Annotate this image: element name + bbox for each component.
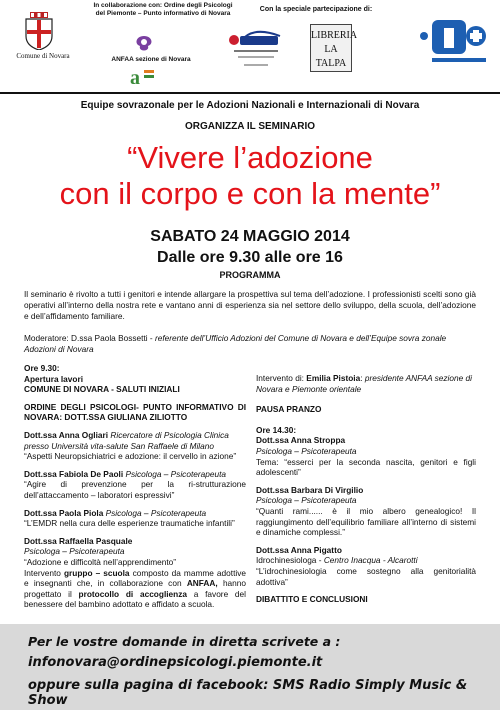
gruppo-scuola-description: Intervento gruppo – scuola composto da mamme adottive e insegnanti che, in collaborazione con ANFAA, hanno progettato il protocollo di accoglienza a favore del benessere del bambino adottato e affidato a scuola. — [24, 567, 247, 610]
speaker-name: Dott.ssa Anna Stroppa — [256, 435, 346, 446]
equipe-heading: Equipe sovrazonale per le Adozioni Nazionali e Internazionali di Novara — [80, 100, 420, 111]
talk-title: “L’EMDR nella cura delle esperienze traumatiche infantili” — [24, 518, 235, 529]
footer-question-line: Per le vostre domande in diretta scrivete a : — [28, 634, 341, 649]
talk-title: “Aspetti Neuropsichiatrici e adozione: il cervello in azione” — [24, 451, 237, 462]
speaker-role: Psicologa – Psicoterapeuta — [256, 445, 357, 456]
programma-heading: PROGRAMMA — [219, 270, 281, 280]
ordine-psicologi-intervento: ORDINE DEGLI PSICOLOGI- PUNTO INFORMATIVO DI NOVARA: DOTT.SSA GIULIANA ZILIOTTO — [24, 401, 246, 423]
talk-title: “Quanti rami...... è il mio albero genealogico! Il raggiungimento dell’equilibrio familiare all’interno di sistemi e dinamiche complessi.” — [256, 505, 476, 538]
speaker-role: Psicologa – Psicoterapeuta — [24, 546, 125, 557]
speaker-name: Dott.ssa Anna Ogliari — [24, 429, 109, 440]
libreria-la-talpa-logo: LIBRERIA LA TALPA — [310, 24, 352, 72]
sms-radio-logo-icon — [224, 26, 288, 72]
moderatore-role: referente dell’Ufficio Adozioni del Comune di Novara e dell’Equipe sovra zonale Adozioni di Novara — [24, 333, 447, 354]
event-date: SABATO 24 MAGGIO 2014 — [150, 228, 350, 245]
seminar-title-line2: con il corpo e con la mente” — [59, 176, 441, 211]
talk-title: “Adozione e difficoltà nell’apprendimento” — [24, 556, 177, 567]
apertura-lavori: Apertura lavori — [24, 373, 84, 384]
ore-afternoon: Ore 14.30: — [256, 424, 297, 435]
ore-morning: Ore 9.30: — [24, 363, 60, 373]
talk-title: Tema: “esserci per la seconda nascita, genitori e figli adolescenti” — [256, 456, 476, 478]
program-left-column — [24, 363, 246, 617]
seminar-title-line1: “Vivere l’adozione — [127, 140, 373, 175]
organizza-heading: ORGANIZZA IL SEMINARIO — [185, 121, 315, 132]
speaker-role: Psicologa – Psicoterapeuta — [256, 495, 357, 506]
anfaa-label: ANFAA sezione di Novara — [111, 56, 191, 63]
novara-hub-logo-icon — [414, 14, 490, 68]
moderatore-line — [24, 333, 476, 355]
dibattito-conclusioni: DIBATTITO E CONCLUSIONI — [256, 594, 368, 605]
speaker-name: Dott.ssa Barbara Di Virgilio — [256, 484, 364, 495]
intro-paragraph: Il seminario è rivolto a tutti i genitori e intende allargare la prospettiva sul tema dell’adozione. I professionisti scelti sono già operativi all’interno della nostra rete e vantano anni di esperienza sia nel settore dello sviluppo, della scuola, dell’adozione e dell’affidamento familiare. — [24, 289, 476, 321]
anfaa-logo-icon — [126, 66, 156, 88]
speaker-role: presidente ANFAA sezione di Novara e Piemonte orientale — [256, 373, 473, 394]
moderatore-prefix: Moderatore: D.ssa Paola Bossetti - — [24, 333, 153, 343]
comune-label: Comune di Novara — [16, 52, 70, 60]
speaker-name: Dott.ssa Raffaella Pasquale — [24, 535, 133, 546]
speaker-role-plain: Idrochinesiologa - — [256, 555, 322, 566]
program-right-column: Intervento di: Emilia Pistoia: presidente ANFAA sezione di Novara e Piemonte orientale PAUSA PRANZO Ore 14.30: Dott.ssa Anna Stroppa Psicologa – Psicoterapeuta Tema: “esserci per la seconda nascita, genitori e figli adolescenti” Dott.ssa Barbara Di Virgilio Psicologa – Psicoterapeuta “Quanti rami...... è il mio albero genealogico! Il raggiungimento dell’equilibrio familiare all’interno di sistemi e dinamiche complessi.” Dott.ssa Anna Pigatto Idrochinesiologa - Centro Inacqua - Alcarotti “L’idrochinesiologia come sostegno alla genitorialità adottiva” DIBATTITO E CONCLUSIONI — [256, 373, 476, 605]
svg-text:a: a — [130, 67, 140, 88]
talk-title: “Agire di prevenzione per la ri-strutturazione dell’attaccamento – laboratori espressivi” — [24, 479, 246, 500]
pistoia-prefix: Intervento di: — [256, 373, 304, 383]
speaker-name: Dott.ssa Paola Piola — [24, 507, 104, 518]
speaker-role: Psicologa – Psicoterapeuta — [125, 468, 227, 479]
footer-facebook-line[interactable]: oppure sulla pagina di facebook: SMS Radio Simply Music & Show — [28, 678, 468, 708]
seminar-title — [0, 140, 500, 212]
collaborazione-text: In collaborazione con: Ordine degli Psicologi del Piemonte – Punto informativo di Novara — [93, 2, 233, 17]
footer-email-link[interactable]: infonovara@ordinepsicologi.piemonte.it — [28, 655, 323, 670]
speaker-role: Psicologa – Psicoterapeuta — [105, 507, 207, 518]
speaker-name: Dott.ssa Fabiola De Paoli — [24, 468, 124, 479]
comune-novara-crest-icon — [22, 12, 56, 50]
ordine-psicologi-logo-icon — [132, 34, 156, 54]
saluti-iniziali: COMUNE DI NOVARA - SALUTI INIZIALI — [24, 384, 180, 395]
header-divider — [0, 92, 500, 94]
speaker-role: Ricercatore di Psicologia Clinica presso Università vita-salute San Raffaele di Milano — [24, 429, 229, 451]
event-time: Dalle ore 9.30 alle ore 16 — [157, 249, 343, 266]
speaker-name: Emilia Pistoia — [306, 373, 361, 383]
speaker-role: Centro Inacqua - Alcarotti — [323, 555, 418, 566]
pausa-pranzo: PAUSA PRANZO — [256, 404, 322, 415]
speciale-partecipazione: Con la speciale partecipazione di: — [259, 6, 373, 13]
speaker-name: Dott.ssa Anna Pigatto — [256, 544, 342, 555]
talk-title: “L’idrochinesiologia come sostegno alla genitorialità adottiva” — [256, 565, 476, 587]
